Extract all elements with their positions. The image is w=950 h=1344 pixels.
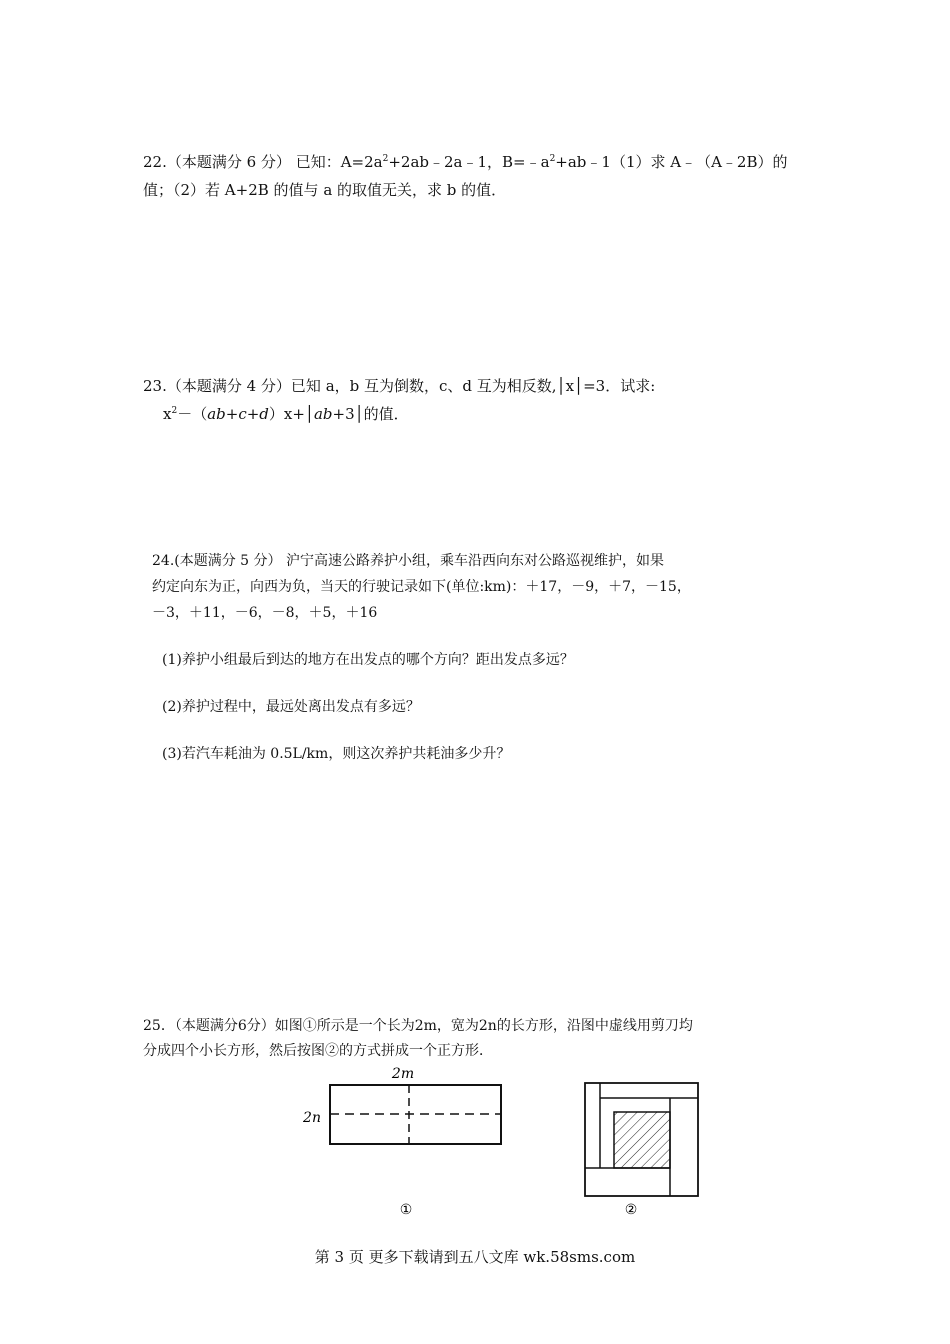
figure-1 [290,1060,520,1225]
q23-tail: +3│的值． [332,405,409,423]
q23-exp: 2 [171,406,178,416]
q25-line1: 25．（本题满分6分）如图①所示是一个长为2m，宽为2n的长方形，沿图中虚线用剪刀均 [143,1018,693,1034]
q24-line1: 24.(本题满分 5 分） 沪宁高速公路养护小组，乘车沿西向东对公路巡视维护，如果 [152,553,664,569]
q22-mid1: +2ab﹣2a﹣1，B=﹣a [388,153,550,171]
q22-lead: 22.（本题满分 6 分） 已知：A=2a [143,153,383,171]
q24-line3: －3，＋11，－6，－8，＋5，＋16 [152,605,378,621]
q23-ab: ab [313,405,333,423]
fig1-rectangle [330,1085,501,1144]
q23-x: x [163,405,172,423]
q22-tail1: +ab﹣1（1）求 A﹣（A﹣2B）的 [555,153,788,171]
q22-exp2: 2 [549,154,556,164]
figure-2 [575,1075,710,1220]
q24-line2: 约定向东为正，向西为负，当天的行驶记录如下(单位:km)：＋17，－9，＋7，－15， [152,579,691,595]
fig2-caption: ② [624,1202,638,1218]
fig2-hatched-square [614,1112,670,1168]
q25-line2: 分成四个小长方形，然后按图②的方式拼成一个正方形． [143,1043,493,1059]
q24-sub2: (2)养护过程中，最远处离出发点有多远？ [162,699,420,715]
page-footer: 第 3 页 更多下载请到五八文库 wk.58sms.com [314,1248,636,1266]
fig1-top-label: 2m [391,1066,415,1082]
q23-line1: 23.（本题满分 4 分）已知 a，b 互为倒数，c、d 互为相反数,│x│=3．试求: [143,377,656,395]
q23-line2 [163,404,409,424]
q22-line1 [143,152,788,172]
q23-minus-paren: －（ [177,405,208,423]
q24-sub1: (1)养护小组最后到达的地方在出发点的哪个方向？距出发点多远？ [162,652,574,668]
q22-line2: 值；（2）若 A+2B 的值与 a 的取值无关，求 b 的值． [143,181,507,199]
q23-close-x: ）x+│ [268,405,314,423]
q23-abcd: ab+c+d [207,405,269,423]
fig1-left-label: 2n [303,1110,321,1126]
q24-sub3: (3)若汽车耗油为 0.5L/km，则这次养护共耗油多少升？ [162,746,511,762]
fig1-caption: ① [399,1202,413,1218]
q22-exp1: 2 [382,154,389,164]
